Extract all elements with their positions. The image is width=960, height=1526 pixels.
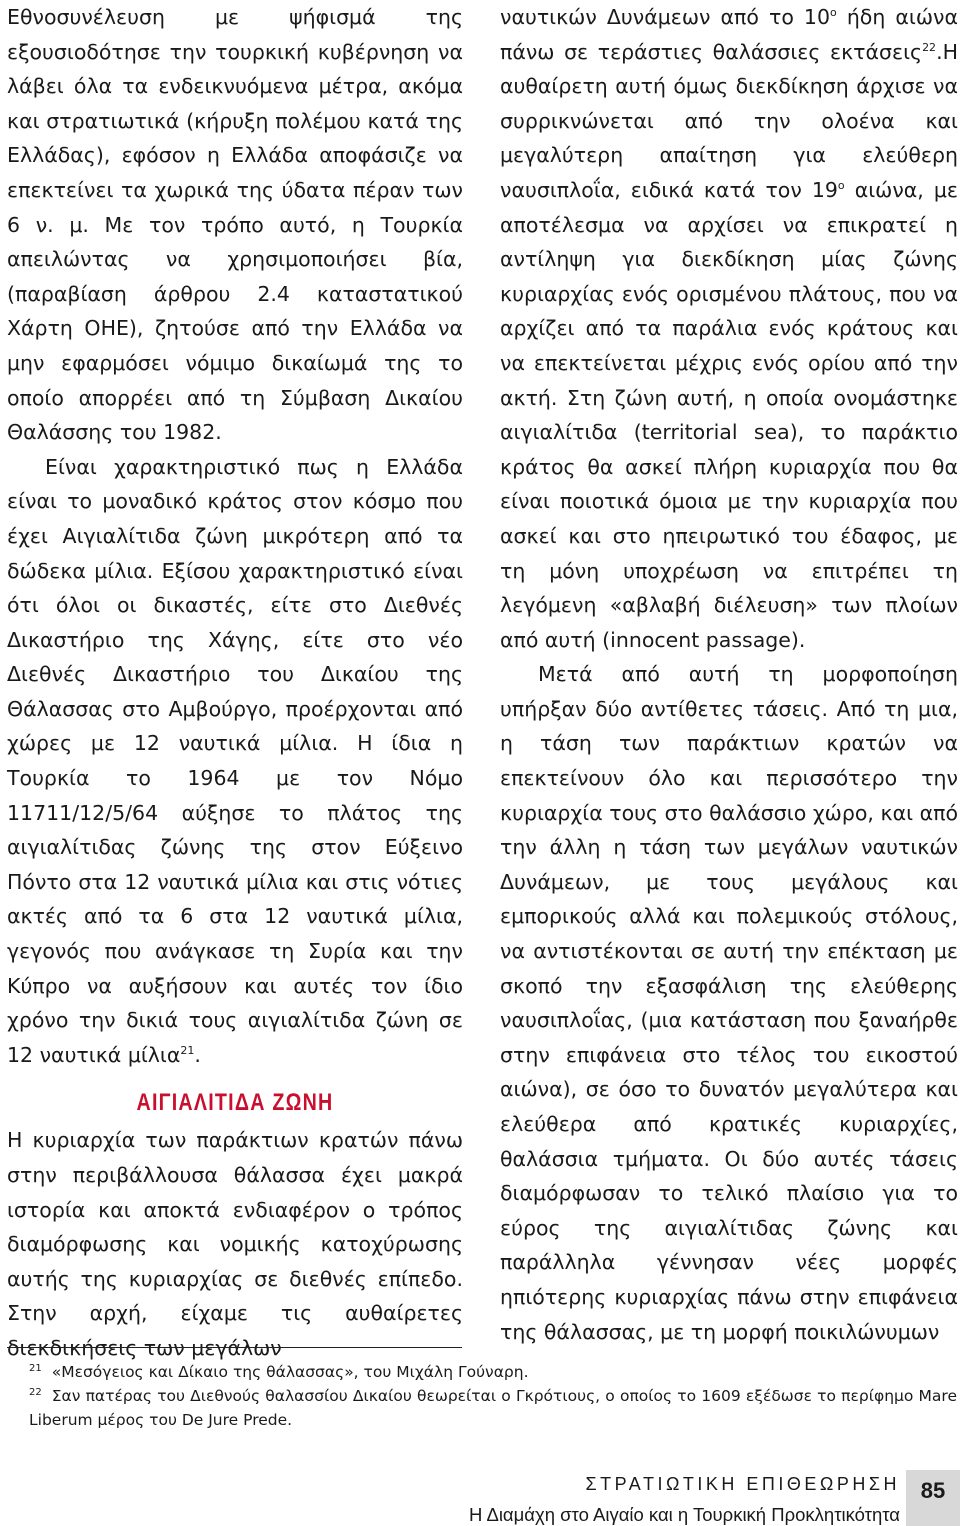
footnote-ref-22: 22 xyxy=(922,40,937,54)
footnote-21: $^{21}$ «Μεσόγειος και Δίκαιο της θάλασσας», του Μιχάλη Γούναρη. xyxy=(29,1362,529,1381)
footnote-ref-21: 21 xyxy=(180,1043,195,1057)
ordinal-superscript: ο xyxy=(837,179,845,193)
right-paragraph-1: ναυτικών Δυνάμεων από το $10^o$ ήδη αιώνα πάνω σε τεράστιες θαλάσσιες εκτάσεις$^{22}$.Η αυθαίρετη αυτή όμως διεκδίκηση άρχισε να συρρικνώνεται από την ολοένα και μεγαλύτερη απαίτηση για ελεύθερη ναυσιπλοΐα, ειδικά κατά τον $19^o$ αιώνα, με αποτέλεσμα να αρχίσει να επικρατεί η αντίληψη για διεκδίκηση μίας ζώνης κυριαρχίας ενός ορισμένου πλάτους, που να αρχίζει από τα παράλια ενός κράτους και να επεκτείνεται μέχρις ενός ορίου από την ακτή. Στη ζώνη αυτή, η οποία ονομάστηκε αιγιαλίτιδα (territorial sea), το παράκτιο κράτος θα ασκεί πλήρη κυριαρχία που θα είναι ποιοτικά όμοια με την κυριαρχία που ασκεί και στο ηπειρωτικό του έδαφος, με τη μόνη υποχρέωση να επιτρέπει τη λεγόμενη «αβλαβή διέλευση» των πλοίων από αυτή (innocent passage). xyxy=(500,5,958,652)
right-paragraph-2: Μετά από αυτή τη μορφοποίηση υπήρξαν δύο αντίθετες τάσεις. Από τη μια, η τάση των παράκτιων κρατών να επεκτείνουν όλο και περισσότερο την κυριαρχία τους στο θαλάσσιο χώρο, και από την άλλη η τάση των μεγάλων ναυτικών Δυνάμεων, με τους μεγάλους και εμπορικούς αλλά και πολεμικούς στόλους, να αντιστέκονται σε αυτή την επέκταση με σκοπό την εξασφάλιση της ελεύθερης ναυσιπλοΐας, (μια κατάσταση που ξαναήρθε στην επιφάνεια στο τέλος του εικοστού αιώνα), σε όσο το δυνατόν μεγαλύτερα και ελεύθερα από κρατικές κυριαρχίες, θαλάσσια τμήματα. Οι δύο αυτές τάσεις διαμόρφωσαν το τελικό πλαίσιο για το εύρος της αιγιαλίτιδας ζώνης και παράλληλα γέννησαν νέες μορφές ηπιότερης κυριαρχίας πάνω στην επιφάνεια της θάλασσας, με τη μορφή ποικιλώνυμων xyxy=(500,662,958,1344)
magazine-title: ΣΤΡΑΤΙΩΤΙΚΗ ΕΠΙΘΕΩΡΗΣΗ xyxy=(585,1474,900,1494)
article-title: Η Διαμάχη στο Αιγαίο και η Τουρκική Προκλητικότητα xyxy=(468,1504,900,1525)
left-column xyxy=(7,0,463,1366)
left-paragraph-3: Η κυριαρχία των παράκτιων κρατών πάνω στην περιβάλλουσα θάλασσα έχει μακρά ιστορία και αποκτά ενδιαφέρον ο τρόπος διαμόρφωσης και νομικής κατοχύρωσης αυτής της κυριαρχίας σε διεθνές επίπεδο. Στην αρχή, είχαμε τις αυθαίρετες διεκδικήσεις των μεγάλων xyxy=(7,1128,463,1360)
footnotes xyxy=(7,1360,957,1432)
right-column xyxy=(500,0,958,1349)
left-paragraph-2: Είναι χαρακτηριστικό πως η Ελλάδα είναι το μοναδικό κράτος στον κόσμο που έχει Αιγιαλίτιδα ζώνη μικρότερη από τα δώδεκα μίλια. Εξίσου χαρακτηριστικό είναι ότι όλοι οι δικαστές, είτε στο Διεθνές Δικαστήριο της Χάγης, είτε στο νέο Διεθνές Δικαστήριο του Δικαίου της Θάλασσας στο Αμβούργο, προέρχονται από χώρες με 12 ναυτικά μίλια. Η ίδια η Τουρκία το 1964 με τον Νόμο 11711/12/5/64 αύξησε το πλάτος της αιγιαλίτιδας ζώνης της στον Εύξεινο Πόντο στα 12 ναυτικά μίλια και στις νότιες ακτές από τα 6 στα 12 ναυτικά μίλια, γεγονός που ανάγκασε τη Συρία και την Κύπρο να αυξήσουν και αυτές τον ίδιο χρόνο την δικιά τους αιγιαλίτιδα ζώνη σε 12 ναυτικά μίλια$^{21}$. xyxy=(7,454,463,1067)
ordinal-superscript: ο xyxy=(830,6,837,20)
page-number: 85 xyxy=(906,1470,960,1526)
section-heading: ΑΙΓΙΑΛΙΤΙΔΑ ΖΩΝΗ xyxy=(136,1089,334,1117)
footnote-divider xyxy=(7,1347,462,1348)
left-paragraph-1: Εθνοσυνέλευση με ψήφισμά της εξουσιοδότησε την τουρκική κυβέρνηση να λάβει όλα τα ενδεικνυόμενα μέτρα, ακόμα και στρατιωτικά (κήρυξη πολέμου κατά της Ελλάδας), εφόσον η Ελλάδα αποφάσιζε να επεκτείνει τα χωρικά της ύδατα πέραν των 6 ν. μ. Με τον τρόπο αυτό, η Τουρκία απειλώντας να χρησιμοποιήσει βία, (παραβίαση άρθρου 2.4 καταστατικού Χάρτη ΟΗΕ), ζητούσε από την Ελλάδα να μην εφαρμόσει νόμιμο δικαίωμά της το οποίο απορρέει από τη Σύμβαση Δικαίου Θαλάσσης του 1982. xyxy=(7,5,463,445)
footnote-22: $^{22}$ Σαν πατέρας του Διεθνούς θαλασσίου Δικαίου θεωρείται ο Γκρότιους, ο οποίος το 1609 εξέδωσε το περίφημο Mare Liberum μέρος του De Jure Prede. xyxy=(29,1386,957,1429)
